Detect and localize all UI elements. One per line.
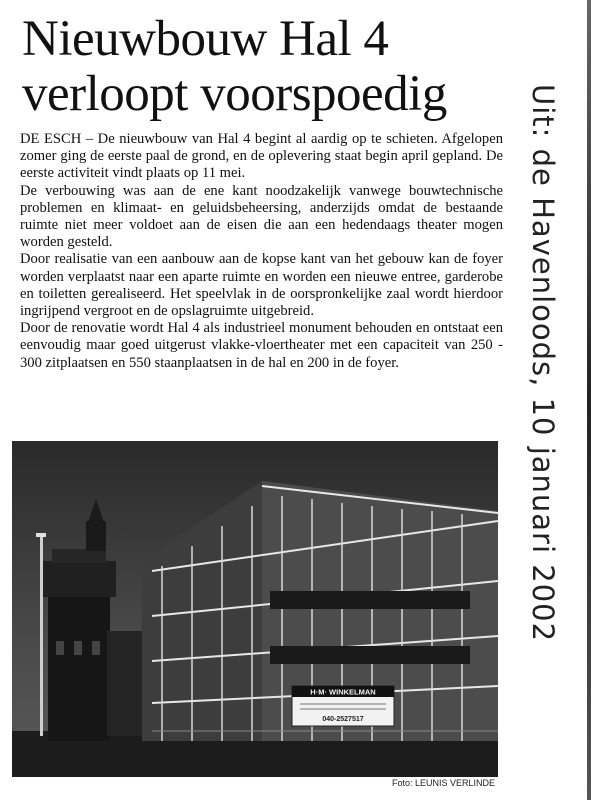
sign-phone-number: 040-2527517	[322, 716, 364, 723]
headline-line-2: verloopt voorspoedig	[22, 66, 447, 122]
scan-border	[587, 0, 591, 800]
headline-line-1: Nieuwbouw Hal 4	[22, 11, 389, 67]
article-paragraph-1: DE ESCH – De nieuwbouw van Hal 4 begint al aardig op te schieten. Afgelopen zomer ging de eerste paal de grond, en de oplevering staat begin april gepland. De eerste activiteit vindt plaats op 11 mei.	[20, 131, 503, 182]
construction-site-illustration	[12, 441, 498, 777]
article-paragraph-4: Door de renovatie wordt Hal 4 als industrieel monument behouden en ontstaat een eenvoudig maar goed uitgerust vlakke-vloertheater met een capaciteit van 250 - 300 zitplaatsen en 550 staanplaatsen in de hal en 200 in de foyer.	[20, 320, 503, 371]
article-paragraph-2: De verbouwing was aan de ene kant noodzakelijk vanwege bouwtechnische problemen en klimaat- en geluidsbeheersing, anderzijds omdat de bestaande ruimte niet meer voldoet aan de eisen die aan een hedendaags theater mogen worden gesteld.	[20, 182, 503, 251]
article-body	[20, 131, 503, 372]
article-headline	[22, 12, 502, 122]
photo-credit: Foto: LEUNIS VERLINDE	[391, 778, 495, 788]
building-photo	[12, 441, 498, 777]
article-paragraph-3: Door realisatie van een aanbouw aan de kopse kant van het gebouw kan de foyer worden verplaatst naar een aparte ruimte en worden een nieuwe entree, garderobe en toiletten gerealiseerd. Het speelvlak in de oorspronkelijke zaal wordt hierdoor ingrijpend vergroot en de opslagruimte uitgebreid.	[20, 251, 503, 320]
contractor-sign	[292, 686, 394, 726]
sign-company-name: H·M· WINKELMAN	[310, 687, 376, 697]
handwritten-source-note: Uit: de Havenloods, 10 januari 2002	[526, 84, 560, 643]
